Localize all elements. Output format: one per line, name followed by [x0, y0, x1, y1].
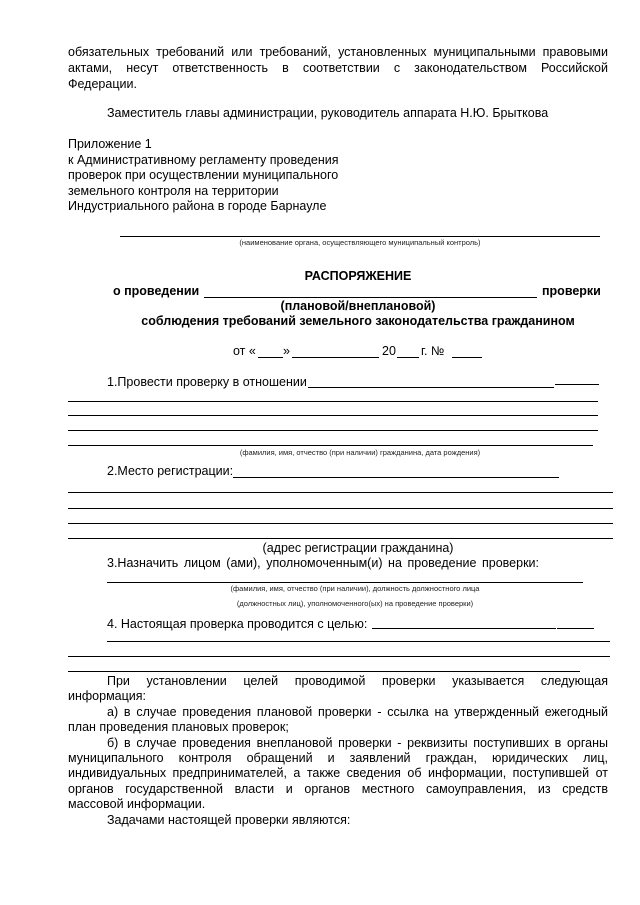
appendix-block [68, 137, 339, 215]
goals-p3-line-4: органов государственной власти и органов местного самоуправления, из средств [68, 782, 608, 796]
item-4-blank [372, 628, 556, 629]
item-1-label: 1.Провести проверку в отношении [107, 375, 307, 389]
item-2-line [68, 508, 613, 509]
item-4-blank-tail [557, 628, 594, 629]
appendix-line: земельного контроля на территории [68, 183, 279, 198]
goals-tasks: Задачами настоящей проверки являются: [107, 813, 351, 827]
item-4-line [107, 641, 610, 642]
item-1-blank-tail [555, 384, 599, 385]
item-1-line [68, 401, 598, 402]
order-title: РАСПОРЯЖЕНИЕ [304, 269, 412, 283]
appendix-line: Индустриального района в городе Барнауле [68, 199, 327, 213]
item-3-caption-2: (должностных лиц), уполномоченного(ых) на проведение проверки) [236, 599, 474, 608]
appendix-line: Приложение 1 [68, 137, 152, 151]
item-3-line [107, 582, 583, 583]
order-subtitle-2: соблюдения требований земельного законодательства гражданином [141, 314, 575, 328]
item-1-line [68, 430, 598, 431]
item-2-caption: (адрес регистрации гражданина) [262, 541, 454, 555]
date-year: 20 [382, 344, 396, 358]
order-line-start: о проведении [113, 284, 200, 298]
item-1-line [68, 445, 593, 446]
date-prefix: от « [233, 344, 256, 358]
date-suffix: г. № [421, 344, 445, 358]
signature-line: Заместитель главы администрации, руководитель аппарата Н.Ю. Брыткова [107, 106, 549, 120]
goals-p3-line-1: б) в случае проведения внеплановой проверки - реквизиты поступивших в органы [107, 736, 608, 750]
org-name-line [120, 236, 600, 237]
item-1-blank [308, 387, 554, 388]
date-year-blank [397, 357, 419, 358]
item-2-line [68, 492, 613, 493]
item-4-line [68, 656, 610, 657]
item-2-line [68, 523, 613, 524]
appendix-line: к Административному регламенту проведения [68, 152, 339, 167]
goals-p2-line-2: план проведения плановых проверок; [68, 720, 289, 734]
item-3-label: 3.Назначить лицом (ами), уполномоченным(и) на проведение проверки: [107, 556, 539, 570]
goals-p1-line-1: При установлении целей проводимой проверки указывается следующая [107, 674, 608, 688]
item-2-blank [233, 477, 559, 478]
goals-p1-line-2: информация: [68, 689, 147, 703]
item-2-label: 2.Место регистрации: [107, 464, 234, 478]
goals-p3-line-3: индивидуальных предпринимателей, а также сведения об информации, поступившей от [68, 766, 608, 780]
goals-p2-line-1: а) в случае проведения плановой проверки - ссылка на утвержденный ежегодный [107, 705, 608, 719]
order-line-end: проверки [542, 284, 601, 298]
org-caption: (наименование органа, осуществляющего муниципальный контроль) [239, 238, 481, 247]
item-1-caption: (фамилия, имя, отчество (при наличии) гражданина, дата рождения) [239, 448, 481, 457]
item-4-line [68, 671, 580, 672]
intro-line-3: Федерации. [68, 77, 137, 91]
item-2-line [68, 538, 613, 539]
intro-line-1: обязательных требований или требований, установленных муниципальными правовыми [68, 45, 608, 59]
item-3-caption-1: (фамилия, имя, отчество (при наличии), должность должностного лица [230, 584, 480, 593]
intro-line-2: актами, несут ответственность в соответствии с законодательством Российской [68, 61, 608, 75]
date-day-blank [258, 357, 283, 358]
order-subtitle-1: (плановой/внеплановой) [280, 299, 436, 313]
date-quote: » [283, 344, 290, 358]
order-number-blank [452, 357, 482, 358]
goals-p3-line-2: муниципального контроля обращений и заявлений граждан, юридических лиц, [68, 751, 608, 765]
date-month-blank [292, 357, 379, 358]
appendix-line: проверок при осуществлении муниципального [68, 168, 339, 182]
item-1-line [68, 415, 598, 416]
goals-p3-line-5: массовой информации. [68, 797, 206, 811]
item-4-label: 4. Настоящая проверка проводится с целью: [107, 617, 368, 631]
